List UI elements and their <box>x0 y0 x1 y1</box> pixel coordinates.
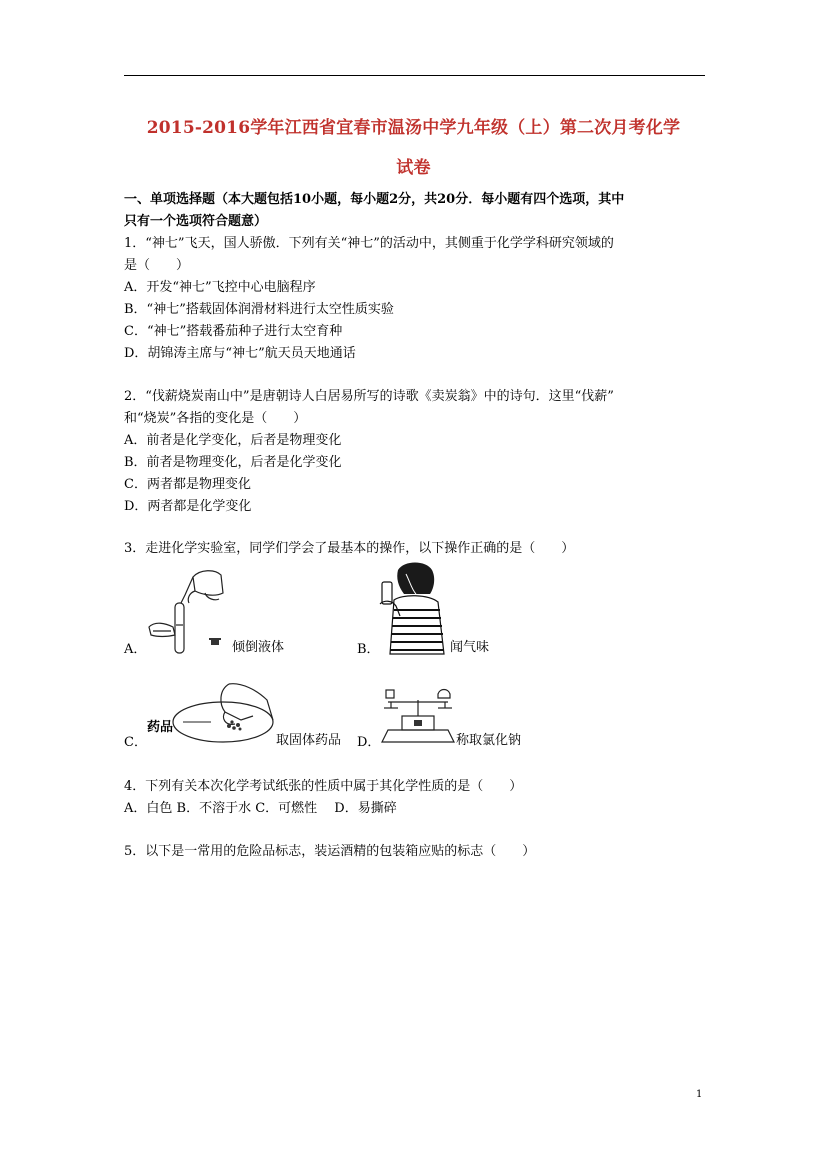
page-title-line1: 2015-2016学年江西省宜春市温汤中学九年级（上）第二次月考化学 <box>146 118 681 138</box>
balance-scale-figure <box>378 682 458 748</box>
q3-option-a-letter: A． <box>124 642 147 657</box>
q1-option-b: B．“神七”搭载固体润滑材料进行太空性质实验 <box>124 302 394 317</box>
page-number: 1 <box>696 1089 703 1100</box>
q5-stem: 5．以下是一常用的危险品标志，装运酒精的包装箱应贴的标志（ ） <box>124 844 536 859</box>
section-heading-line1: 一、单项选择题（本大题包括10小题，每小题2分，共20分．每小题有四个选项，其中 <box>124 192 625 207</box>
q3-option-d-caption: 称取氯化钠 <box>456 733 522 748</box>
q3-option-c-letter: C． <box>124 735 147 750</box>
q2-option-b: B．前者是物理变化，后者是化学变化 <box>124 455 342 470</box>
page-title-line2: 试卷 <box>396 158 431 178</box>
q3-option-b-letter: B． <box>357 642 380 657</box>
q2-option-a: A．前者是化学变化，后者是物理变化 <box>124 433 342 448</box>
q3-option-a-caption: 倾倒液体 <box>232 640 285 655</box>
q2-option-c: C．两者都是物理变化 <box>124 477 251 492</box>
solid-reagent-figure <box>145 680 277 750</box>
q1-stem-line2: 是（ ） <box>124 258 190 273</box>
smell-gas-figure <box>376 560 452 656</box>
header-rule <box>124 75 705 76</box>
q4-options: A．白色 B．不溶于水 C．可燃性 D．易撕碎 <box>124 801 397 816</box>
q2-stem-line2: 和“烧炭”各指的变化是（ ） <box>124 411 307 426</box>
q3-option-d-letter: D． <box>357 735 381 750</box>
q4-stem: 4．下列有关本次化学考试纸张的性质中属于其化学性质的是（ ） <box>124 779 523 794</box>
q2-stem-line1: 2．“伐薪烧炭南山中”是唐朝诗人白居易所写的诗歌《卖炭翁》中的诗句．这里“伐薪” <box>124 389 614 404</box>
q3-option-b-caption: 闻气味 <box>450 640 490 655</box>
pour-liquid-figure <box>145 565 235 660</box>
q1-stem-line1: 1．“神七”飞天，国人骄傲．下列有关“神七”的活动中，其侧重于化学学科研究领域的 <box>124 236 614 251</box>
section-heading-line2: 只有一个选项符合题意） <box>124 214 268 229</box>
q2-option-d: D．两者都是化学变化 <box>124 499 252 514</box>
q3-figure-c-label: 药品 <box>147 720 174 735</box>
q3-option-c-caption: 取固体药品 <box>276 733 342 748</box>
q1-option-c: C．“神七”搭载番茄种子进行太空育种 <box>124 324 343 339</box>
q1-option-d: D．胡锦涛主席与“神七”航天员天地通话 <box>124 346 356 361</box>
q3-stem: 3．走进化学实验室，同学们学会了最基本的操作，以下操作正确的是（ ） <box>124 541 575 556</box>
q1-option-a: A．开发“神七”飞控中心电脑程序 <box>124 280 316 295</box>
